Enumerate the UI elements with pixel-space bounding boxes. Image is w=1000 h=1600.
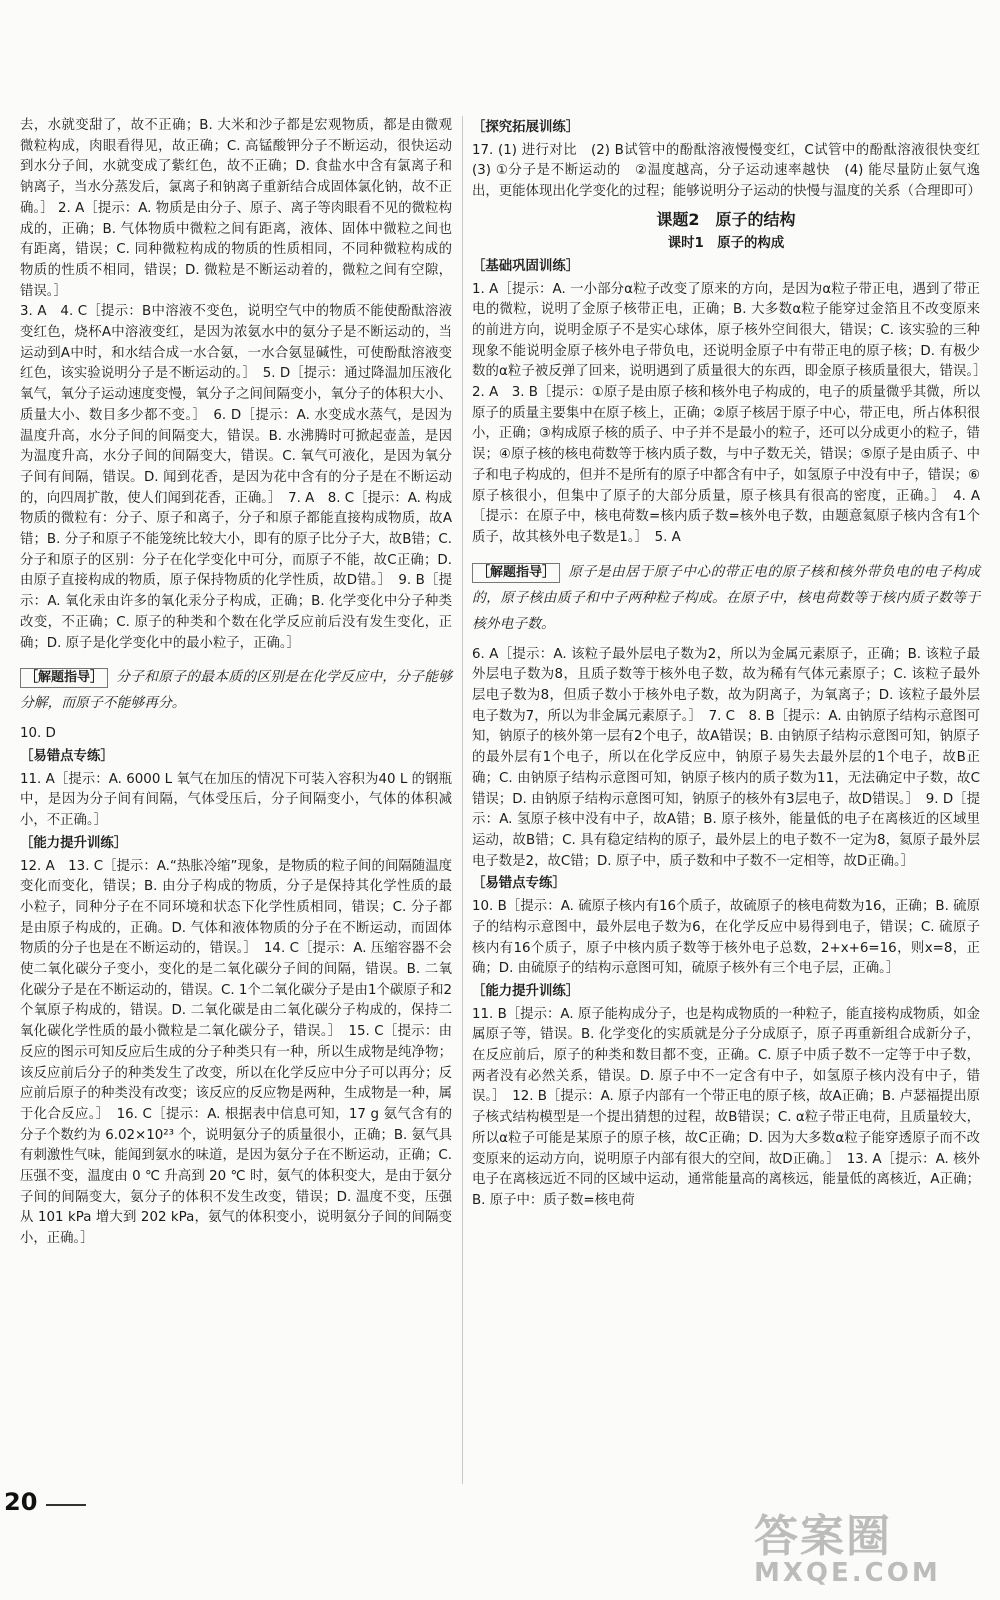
solution-guide-right <box>472 559 980 637</box>
right-column <box>472 116 994 1212</box>
solution-guide-label: ［解题指导］ <box>20 668 108 688</box>
solution-guide-text: 分子和原子的最本质的区别是在化学反应中，分子能够分解，而原子不能够再分。 <box>20 669 452 712</box>
left-paragraph-5: 12. A 13. C［提示：A.“热胀冷缩”现象，是物质的粒子间的间隔随温度变化而变化，错误；B. 由分子构成的物质，分子是保持其化学性质的最小粒子，同种分子在不同环境和状态下化学性质相同，错误；C. 分子都是由原子构成的，正确。D. 气体和液体物质的分子在不断运动，而固体物质的分子也是在不断运动的，错误。］ 14. C［提示：A. 压缩容器不会使二氧化碳分子变小，变化的是二氧化碳分子间的间隔，错误。B. 二氧化碳分子是在不断运动的，错误。C. 1个二氧化碳分子是由1个碳原子和2个氧原子构成的，错误。D. 二氧化碳是由二氧化碳分子构成的，保持二氧化碳化学性质的最小微粒是二氧化碳分子，错误。］ 15. C［提示：由反应的图示可知反应后生成的分子种类只有一种，所以生成物是纯净物；该反应前后分子的种类发生了改变，所以在化学反应中分子可以再分；反应前后原子的种类没有改变；该反应的反应物是两种，生成物是一种，属于化合反应。］ 16. C［提示：A. 根据表中信息可知，17 g 氨气含有的分子个数约为 6.02×10²³ 个，说明氨分子的质量很小，正确；B. 氨气具有刺激性气味，能闻到氨水的味道，是因为氨分子在不断运动，正确；C. 压强不变，温度由 0 ℃ 升高到 20 ℃ 时，氨气的体积变大，是由于氨分子间的间隔变大，氨分子的体积不发生改变，错误；D. 温度不变，压强从 101 kPa 增大到 202 kPa，氨气的体积变小，说明氨分子间的间隔变小，正确。］ <box>20 858 452 1247</box>
section-heading-explore: ［探究拓展训练］ <box>472 120 580 135</box>
left-paragraph-3: 10. D <box>20 726 56 742</box>
left-paragraph-2: 3. A 4. C［提示：B中溶液不变色，说明空气中的物质不能使酚酞溶液变红色，烧杯A中溶液变红，是因为浓氨水中的氨分子是不断运动的，当运动到A中时，和水结合成一水合氨，一水合氨显碱性，可使酚酞溶液变红色，该实验说明分子是不断运动的。］ 5. D［提示：通过降温加压液化氧气，氧分子运动速度变慢，氧分子之间间隔变小，氧分子的体积大小、质量大小、数目多少都不变。］ 6. D［提示：A. 水变成水蒸气，是因为温度升高，水分子间的间隔变大，错误。B. 水沸腾时可掀起壶盖，是因为温度升高，水分子间的间隔变大，错误。C. 氧气可液化，是因为氧分子间有间隔，错误。D. 闻到花香，是因为花中含有的分子是在不断运动的，向四周扩散，使人们闻到花香，正确。］ 7. A 8. C［提示：A. 构成物质的微粒有：分子、原子和离子，分子和原子都能直接构成物质，故A错；B. 分子和原子不能笼统比较大小，即有的原子比分子大，故B错；C. 分子和原子的区别：分子在化学变化中可分，而原子不能，故C正确；D. 由原子直接构成的物质，原子保持物质的化学性质，故D错。］ 9. B［提示：A. 氧化汞由许多的氧化汞分子构成，正确；B. 化学变化中分子种类改变，不正确；C. 原子的种类和个数在化学反应前后没有发生变化，正确；D. 原子是化学变化中的最小粒子，正确。］ <box>20 304 452 651</box>
left-column <box>20 116 452 1250</box>
lesson-subtitle: 课时1 原子的构成 <box>667 235 785 251</box>
solution-guide-left <box>20 664 452 716</box>
section-heading-error-prone: ［易错点专练］ <box>20 748 114 764</box>
section-heading-ability: ［能力提升训练］ <box>20 835 128 851</box>
right-paragraph-1: 1. A［提示：A. 一小部分α粒子改变了原来的方向，是因为α粒子带正电，遇到了带正电的微粒，说明了金原子核带正电，正确；B. 大多数α粒子能穿过金箔且不改变原来的前进方向，说明金原子不是实心球体，原子核外空间很大，错误；C. 该实验的三种现象不能说明金原子核外电子带负电，还说明金原子中有带正电的原子核；D. 有极少数的α粒子被反弹了回来，说明遇到了质量很大的东西，即金原子核质量很大，错误。］ 2. A 3. B［提示：①原子是由原子核和核外电子构成的，电子的质量微乎其微，所以原子的质量主要集中在原子核上，正确；②原子核居于原子中心，带正电，所占体积很小，正确；③构成原子核的质子、中子并不是最小的粒子，还可以分成更小的粒子，错误；④原子核的核电荷数等于核内质子数，与中子数无关，错误；⑤原子是由质子、中子和电子构成的，但并不是所有的原子中都含有中子，如氢原子中没有中子，错误；⑥原子核很小，但集中了原子的大部分质量，原子核具有很高的密度，正确。］ 4. A［提示：在原子中，核电荷数=核内质子数=核外电子数，由题意氦原子核内含有1个质子，故其核外电子数是1。］ 5. A <box>472 281 994 545</box>
page-number: 20 <box>4 1488 38 1516</box>
solution-guide-label: ［解题指导］ <box>472 563 560 583</box>
right-paragraph-2: 6. A［提示：A. 该粒子最外层电子数为2，所以为金属元素原子，正确；B. 该粒子最外层电子数为8，且质子数等于核外电子数，故为稀有气体元素原子；C. 该粒子最外层电子数为8，但质子数小于核外电子数，故为阴离子，为氧离子；D. 该粒子最外层电子数为7，所以为非金属元素原子。］ 7. C 8. B［提示：A. 由钠原子结构示意图可知，钠原子的核外第一层有2个电子，故A错误；B. 由钠原子结构示意图可知，钠原子的最外层有1个电子，所以在化学反应中，钠原子易失去最外层的1个电子，故B正确；C. 由钠原子结构示意图可知，钠原子核内的质子数为11，无法确定中子数，故C错误；D. 由钠原子结构示意图可知，钠原子的核外有3层电子，故D错误。］ 9. D［提示：A. 氢原子核中没有中子，故A错；B. 原子核外，能量低的电子在离核近的区域里运动，故B错；C. 具有稳定结构的原子，最外层上的电子数不一定为8，氦原子最外层电子数是2，故C错；D. 原子中，质子数和中子数不一定相等，故D正确。］ <box>472 646 980 869</box>
section-heading-ability: ［能力提升训练］ <box>472 983 580 999</box>
page-number-rule <box>46 1504 86 1506</box>
watermark <box>754 1500 994 1596</box>
column-divider <box>462 116 463 1484</box>
watermark-logo: 答案圈 <box>754 1511 892 1562</box>
section-heading-basic: ［基础巩固训练］ <box>472 258 580 274</box>
section-heading-error-prone: ［易错点专练］ <box>472 876 566 892</box>
right-paragraph-4: 11. B［提示：A. 原子能构成分子，也是构成物质的一种粒子，能直接构成物质，如金属原子等，错误。B. 化学变化的实质就是分子分成原子，原子再重新组合成新分子，在反应前后，原子的种类和数目都不变，正确。C. 原子中质子数不一定等于中子数，两者没有必然关系，错误。D. 原子中不一定含有中子，如氢原子核内没有中子，错误。］ 12. B［提示：A. 原子内部有一个带正电的原子核，故A正确；B. 卢瑟福提出原子核式结构模型是一个提出猜想的过程，故B错误；C. α粒子带正电荷，且质量较大，所以α粒子可能是某原子的原子核，故C正确；D. 因为大多数α粒子能穿透原子而不改变原来的运动方向，说明原子内部有很大的空间，故D正确。］ 13. A［提示：A. 核外电子在离核远近不同的区域中运动，通常能量高的离核远，能量低的离核近，A正确；B. 原子中：质子数=核电荷 <box>472 1006 980 1208</box>
right-paragraph-0: 17. (1) 进行对比 (2) B试管中的酚酞溶液慢慢变红，C试管中的酚酞溶液很快变红 (3) ①分子是不断运动的 ②温度越高，分子运动速率越快 (4) 能尽量防止氨气逸出，更能体现出化学变化的过程；能够说明分子运动的快慢与温度的关系（合理即可） <box>472 142 994 200</box>
right-paragraph-3: 10. B［提示：A. 硫原子核内有16个质子，故硫原子的核电荷数为16，正确；B. 硫原子的结构示意图中，最外层电子数为6，在化学反应中易得到电子，错误；C. 硫原子核内有16个质子，原子中核内质子数等于核外电子总数，2+x+6=16，则x=8，正确；D. 由硫原子的结构示意图可知，硫原子核外有三个电子层，正确。］ <box>472 899 980 977</box>
left-paragraph-1: 去，水就变甜了，故不正确；B. 大米和沙子都是宏观物质，都是由微观微粒构成，肉眼看得见，故正确；C. 高锰酸钾分子不断运动，很快运动到水分子间，水就变成了紫红色，故不正确；D. 食盐水中含有氯离子和钠离子，当水分蒸发后，氯离子和钠离子重新结合成固体氯化钠，故不正确。］ 2. A［提示：A. 物质是由分子、原子、离子等肉眼看不见的微粒构成的，正确；B. 气体物质中微粒之间有距离，液体、固体中微粒之间也有距离，错误；C. 同种微粒构成的物质的性质相同，不同种微粒构成的物质的性质不相同，错误；D. 微粒是不断运动着的，微粒之间有空隙，错误。］ <box>20 118 452 299</box>
left-paragraph-4: 11. A［提示：A. 6000 L 氧气在加压的情况下可装入容积为40 L 的钢瓶中，是因为分子间有间隔，气体受压后，分子间隔变小，气体的体积减小，不正确。］ <box>20 771 452 829</box>
watermark-url: MXQE.COM <box>754 1558 941 1588</box>
lesson-title: 课题2 原子的结构 <box>656 209 796 229</box>
solution-guide-text: 原子是由居于原子中心的带正电的原子核和核外带负电的电子构成的，原子核由质子和中子两种粒子构成。在原子中，核电荷数等于核内质子数等于核外电子数。 <box>472 563 980 632</box>
